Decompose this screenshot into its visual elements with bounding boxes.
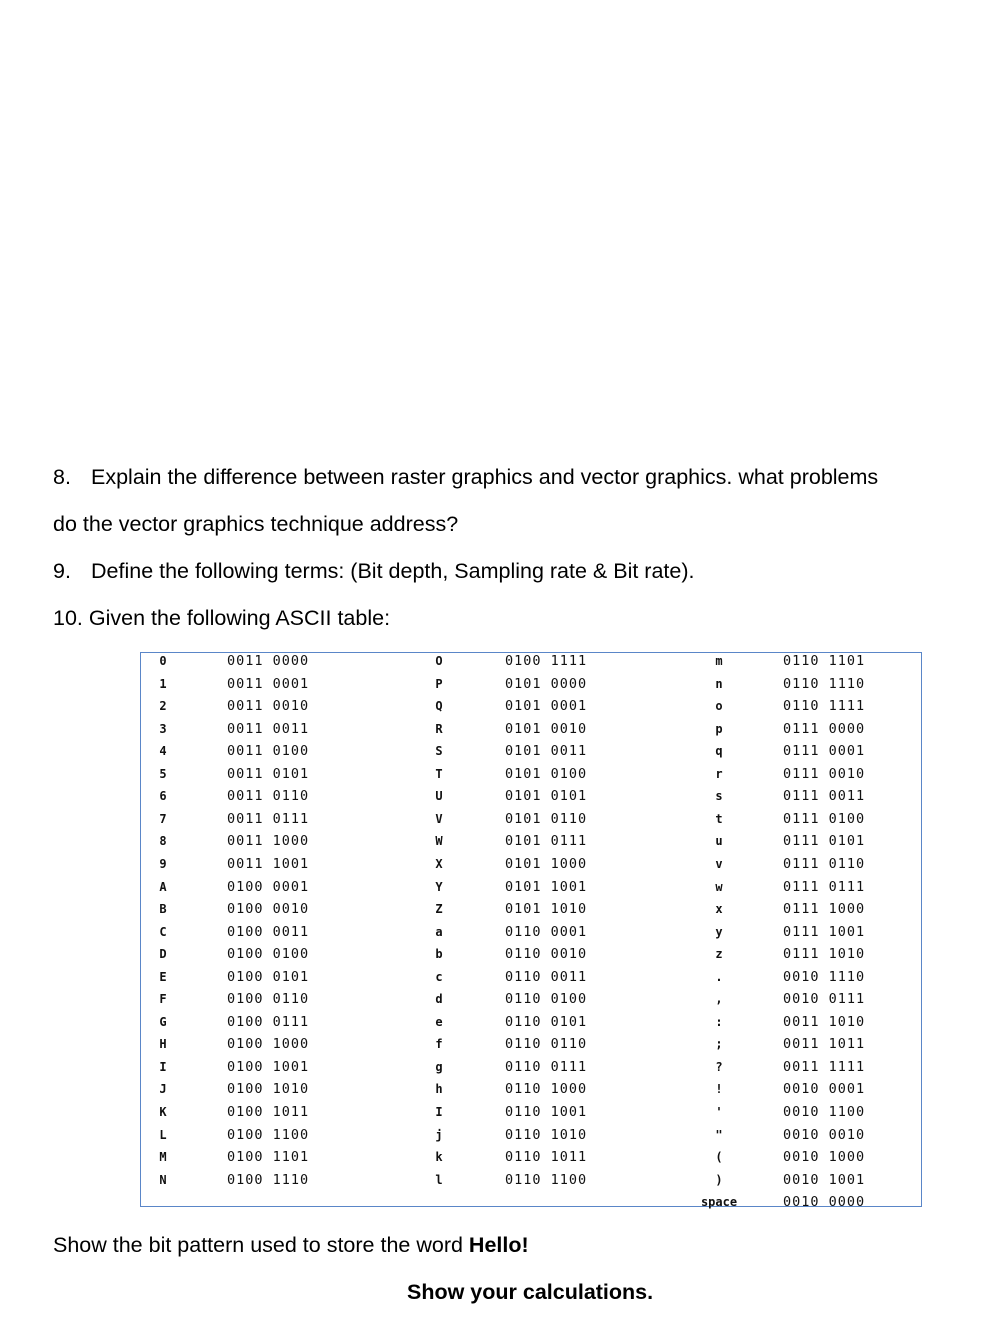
ascii-char: ) — [715, 1172, 723, 1187]
ascii-code: 0111 0110 — [783, 855, 866, 872]
ascii-code: 0011 1010 — [783, 1013, 866, 1030]
ascii-char: b — [435, 947, 443, 962]
ascii-char: 9 — [159, 856, 167, 871]
ascii-code: 0101 1001 — [505, 878, 588, 895]
question-8-continued — [53, 512, 458, 536]
ascii-char: a — [435, 924, 443, 939]
ascii-code: 0101 0100 — [505, 765, 588, 782]
ascii-char: e — [435, 1014, 443, 1029]
ascii-code: 0110 1100 — [505, 1171, 588, 1188]
ascii-code: 0100 1011 — [227, 1104, 310, 1120]
ascii-char: W — [435, 834, 443, 849]
ascii-code: 0010 1000 — [783, 1149, 866, 1166]
ascii-char: F — [159, 992, 167, 1007]
question-8-number: 8. — [53, 465, 71, 489]
ascii-code: 0100 1100 — [227, 1126, 310, 1143]
ascii-code: 0011 0011 — [227, 720, 310, 737]
ascii-code: 0110 0101 — [505, 1013, 588, 1030]
question-8-text-line1: Explain the difference between raster graphics and vector graphics. what problems — [91, 465, 879, 489]
ascii-code: 0110 1001 — [505, 1104, 588, 1120]
ascii-char: M — [159, 1150, 167, 1165]
ascii-char: 7 — [159, 811, 167, 826]
ascii-code: 0011 0100 — [227, 743, 310, 760]
ascii-code: 0100 1001 — [227, 1058, 310, 1075]
ascii-char: , — [715, 992, 723, 1007]
ascii-code: 0100 0011 — [227, 923, 310, 940]
ascii-code: 0110 0100 — [505, 991, 588, 1008]
ascii-char: z — [715, 947, 723, 962]
ascii-char: l — [435, 1172, 443, 1187]
ascii-char: g — [435, 1059, 443, 1074]
ascii-char: c — [435, 969, 443, 984]
ascii-code: 0011 0001 — [227, 675, 310, 692]
ascii-code: 0101 0000 — [505, 675, 588, 692]
ascii-char: Q — [435, 699, 443, 714]
ascii-code: 0010 0010 — [783, 1126, 866, 1143]
ascii-code: 0111 1010 — [783, 946, 866, 963]
ascii-char: 4 — [159, 744, 167, 759]
ascii-char: ? — [715, 1059, 723, 1074]
ascii-char: 0 — [159, 654, 167, 668]
ascii-code: 0011 1000 — [227, 833, 310, 850]
ascii-char: B — [159, 902, 167, 917]
ascii-char: space — [700, 1195, 738, 1210]
ascii-char: y — [715, 924, 723, 939]
ascii-code: 0010 1100 — [783, 1104, 866, 1120]
ascii-code: 0100 0100 — [227, 946, 310, 963]
ascii-code: 0100 1111 — [505, 653, 588, 669]
ascii-char: Y — [435, 879, 443, 894]
ascii-char: n — [715, 676, 723, 691]
ascii-char: v — [715, 856, 723, 871]
ascii-code: 0111 0010 — [783, 765, 866, 782]
ascii-code: 0101 0101 — [505, 788, 588, 805]
ascii-code: 0110 1101 — [783, 653, 866, 669]
ascii-code: 0011 0000 — [227, 653, 310, 669]
ascii-table — [140, 652, 922, 1211]
ascii-code: 0100 0110 — [227, 991, 310, 1008]
ascii-char: ( — [715, 1150, 723, 1165]
ascii-code: 0011 0110 — [227, 788, 310, 805]
ascii-code: 0110 0010 — [505, 946, 588, 963]
ascii-code: 0010 0111 — [783, 991, 866, 1008]
ascii-char: K — [159, 1105, 167, 1119]
ascii-code: 0110 1000 — [505, 1081, 588, 1098]
ascii-code: 0110 1111 — [783, 698, 866, 715]
question-9 — [53, 559, 694, 583]
ascii-code: 0010 1110 — [783, 968, 866, 985]
ascii-char: J — [159, 1082, 167, 1097]
ascii-char: ' — [715, 1105, 723, 1119]
ascii-code: 0100 0111 — [227, 1013, 310, 1030]
instruction-text — [53, 1233, 529, 1257]
ascii-char: d — [435, 992, 443, 1007]
ascii-char: s — [715, 789, 723, 804]
question-9-number: 9. — [53, 559, 71, 583]
ascii-char: ! — [715, 1082, 723, 1097]
ascii-char: Z — [435, 902, 443, 917]
ascii-char: r — [715, 766, 723, 781]
ascii-code: 0101 1010 — [505, 901, 588, 918]
ascii-code: 0100 1101 — [227, 1149, 310, 1166]
ascii-char: f — [435, 1037, 443, 1052]
ascii-char: t — [715, 811, 723, 826]
ascii-char: G — [159, 1014, 167, 1029]
ascii-char: H — [159, 1037, 167, 1052]
ascii-char: A — [159, 879, 167, 894]
ascii-char: m — [715, 654, 723, 668]
ascii-char: O — [435, 654, 443, 668]
ascii-code: 0111 1000 — [783, 901, 866, 918]
ascii-code: 0110 0011 — [505, 968, 588, 985]
ascii-code: 0101 0011 — [505, 743, 588, 760]
ascii-code: 0101 0111 — [505, 833, 588, 850]
ascii-code: 0100 0001 — [227, 878, 310, 895]
ascii-code: 0011 1001 — [227, 855, 310, 872]
calculations-label: Show your calculations. — [407, 1280, 654, 1304]
question-10-text: Given the following ASCII table: — [88, 606, 391, 630]
ascii-code: 0101 0110 — [505, 810, 588, 827]
ascii-code: 0010 1001 — [783, 1171, 866, 1188]
ascii-char: k — [435, 1150, 443, 1165]
ascii-char: . — [715, 969, 723, 984]
question-8 — [53, 465, 878, 489]
ascii-char: T — [435, 766, 443, 781]
ascii-code: 0011 0111 — [227, 810, 310, 827]
ascii-char: L — [159, 1127, 167, 1142]
ascii-char: I — [435, 1105, 443, 1119]
instruction-word: Hello! — [468, 1233, 529, 1257]
ascii-char: 5 — [159, 766, 167, 781]
ascii-char: 6 — [159, 789, 167, 804]
ascii-code: 0110 0111 — [505, 1058, 588, 1075]
ascii-char: : — [715, 1014, 723, 1029]
ascii-code: 0110 1010 — [505, 1126, 588, 1143]
ascii-char: X — [435, 856, 443, 871]
question-10-number: 10. — [53, 606, 83, 630]
ascii-code: 0100 1000 — [227, 1036, 310, 1053]
ascii-char: 3 — [159, 721, 167, 736]
instruction-prefix: Show the bit pattern used to store the word — [53, 1233, 469, 1257]
ascii-code: 0110 0110 — [505, 1036, 588, 1053]
ascii-char: h — [435, 1082, 443, 1097]
ascii-char: I — [159, 1059, 167, 1074]
ascii-code: 0011 1111 — [783, 1058, 866, 1075]
ascii-code: 0101 0010 — [505, 720, 588, 737]
ascii-char: j — [435, 1127, 443, 1142]
ascii-code: 0110 0001 — [505, 923, 588, 940]
ascii-code: 0100 0101 — [227, 968, 310, 985]
ascii-char: 1 — [159, 676, 167, 691]
ascii-code: 0111 0100 — [783, 810, 866, 827]
ascii-code: 0011 1011 — [783, 1036, 866, 1053]
ascii-code: 0100 1010 — [227, 1081, 310, 1098]
ascii-char: 8 — [159, 834, 167, 849]
ascii-code: 0011 0101 — [227, 765, 310, 782]
ascii-char: N — [159, 1172, 167, 1187]
ascii-char: o — [715, 699, 723, 714]
ascii-code: 0111 0000 — [783, 720, 866, 737]
ascii-code: 0100 0010 — [227, 901, 310, 918]
question-10 — [53, 606, 390, 630]
ascii-code: 0110 1011 — [505, 1149, 588, 1166]
question-9-text: Define the following terms: (Bit depth, Sampling rate & Bit rate). — [91, 559, 695, 583]
ascii-char: x — [715, 902, 723, 917]
ascii-char: q — [715, 744, 723, 759]
ascii-char: P — [435, 676, 443, 691]
ascii-char: C — [159, 924, 167, 939]
ascii-char: " — [715, 1127, 723, 1142]
ascii-code: 0111 0111 — [783, 878, 866, 895]
ascii-char: ; — [715, 1037, 723, 1052]
ascii-code: 0111 0001 — [783, 743, 866, 760]
ascii-char: S — [435, 744, 443, 759]
ascii-code: 0111 1001 — [783, 923, 866, 940]
ascii-char: w — [715, 879, 723, 894]
ascii-char: p — [715, 721, 723, 736]
ascii-code: 0010 0000 — [783, 1194, 866, 1211]
ascii-char: u — [715, 834, 723, 849]
ascii-code: 0110 1110 — [783, 675, 866, 692]
ascii-char: R — [435, 721, 443, 736]
ascii-code: 0100 1110 — [227, 1171, 310, 1188]
ascii-char: 2 — [159, 699, 167, 714]
ascii-char: D — [159, 947, 167, 962]
ascii-code: 0111 0101 — [783, 833, 866, 850]
ascii-code: 0111 0011 — [783, 788, 866, 805]
ascii-code: 0011 0010 — [227, 698, 310, 715]
ascii-char: U — [435, 789, 443, 804]
ascii-code: 0101 1000 — [505, 855, 588, 872]
ascii-char: E — [159, 969, 167, 984]
ascii-code: 0010 0001 — [783, 1081, 866, 1098]
ascii-code: 0101 0001 — [505, 698, 588, 715]
ascii-char: V — [435, 811, 443, 826]
question-8-text-line2: do the vector graphics technique address? — [53, 512, 459, 536]
